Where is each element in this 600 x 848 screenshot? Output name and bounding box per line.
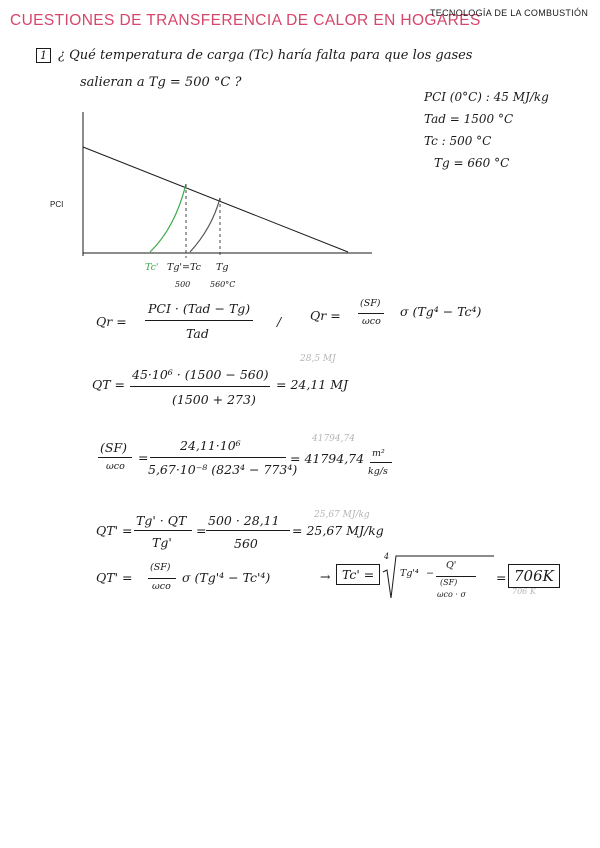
calc1-lhs: QT = xyxy=(92,377,126,392)
final-root-den-a: (SF) xyxy=(440,578,458,587)
subject-header: TECNOLOGÍA DE LA COMBUSTIÓN xyxy=(430,8,589,18)
given-tg: Tg = 660 °C xyxy=(434,156,510,170)
graph-label-tg: Tg xyxy=(216,262,229,273)
eq-qr-denominator: Tad xyxy=(186,326,209,341)
qp-rhs-denominator: 560 xyxy=(234,536,258,551)
eq-qr-separator: / xyxy=(277,314,282,329)
calc1-result: = 24,11 MJ xyxy=(276,377,349,392)
qp-equals: = xyxy=(196,523,207,538)
graph-label-560: 560°C xyxy=(210,280,236,289)
sf-equals: = xyxy=(138,450,149,465)
question-line-1: ¿ Qué temperatura de carga (Tc) haría falta para que los gases xyxy=(58,48,473,63)
final-root-fraction-line xyxy=(436,576,476,577)
sf-rhs-numerator: 24,11·10⁶ xyxy=(180,438,241,453)
graph-label-tc-prime: Tc' xyxy=(145,262,159,273)
final-tc: Tc' xyxy=(342,567,360,582)
final-arrow: → xyxy=(320,569,331,584)
final-root-den-b: ωco · σ xyxy=(437,590,466,599)
sf-faint-note: 41794,74 xyxy=(312,434,355,444)
eq-qr-lhs: Qr = xyxy=(96,314,127,329)
eq-qr2-frac-num: (SF) xyxy=(360,298,381,309)
eq-qr2-rhs: σ (Tg⁴ − Tc⁴) xyxy=(400,304,482,319)
final-root-minus: − xyxy=(426,568,434,579)
calc1-faint-note: 28,5 MJ xyxy=(300,354,336,364)
graph-label-tg-tc: Tg'=Tc xyxy=(167,262,201,273)
sf-unit-den: kg/s xyxy=(368,466,388,477)
final-result-equals: = xyxy=(496,570,507,585)
page-title: CUESTIONES DE TRANSFERENCIA DE CALOR EN HOGARES xyxy=(10,12,481,29)
final-eq: = xyxy=(363,567,375,582)
final-root-a: Tg'⁴ xyxy=(400,568,419,579)
eq-qr2-lhs: Qr = xyxy=(310,308,341,323)
eq-qr-numerator: PCI · (Tad − Tg) xyxy=(148,301,251,316)
final-middle: σ (Tg'⁴ − Tc'⁴) xyxy=(182,570,271,585)
qp-lhs: QT' = xyxy=(96,523,133,538)
final-root-num: Q' xyxy=(446,560,457,571)
sf-lhs-num: (SF) xyxy=(100,440,127,455)
final-lhs: QT' = xyxy=(96,570,133,585)
qp-rhs-numerator: 500 · 28,11 xyxy=(208,513,280,528)
final-result: 706K xyxy=(514,567,554,585)
qp-numerator: Tg' · QT xyxy=(136,513,187,528)
calc1-denominator: (1500 + 273) xyxy=(172,392,256,407)
question-line-2: salieran a Tg = 500 °C ? xyxy=(80,75,242,90)
given-pci: PCI (0°C) : 45 MJ/kg xyxy=(424,90,549,104)
final-result-box xyxy=(508,564,560,588)
calc1-numerator: 45·10⁶ · (1500 − 560) xyxy=(132,367,269,382)
graph-y-label: PCI xyxy=(50,200,64,209)
qp-result: = 25,67 MJ/kg xyxy=(292,523,384,538)
final-root-index: 4 xyxy=(384,552,390,561)
sf-unit-num: m² xyxy=(372,448,385,459)
qp-denominator: Tg' xyxy=(152,535,172,550)
given-tad: Tad = 1500 °C xyxy=(424,112,514,126)
final-frac-den: ωco xyxy=(152,581,171,592)
final-result-small: 706 K xyxy=(512,587,536,596)
eq-qr2-frac-den: ωco xyxy=(362,316,381,327)
qp-faint-note: 25,67 MJ/kg xyxy=(314,510,370,520)
sf-result: = 41794,74 xyxy=(290,451,365,466)
sf-rhs-denominator: 5,67·10⁻⁸ (823⁴ − 773⁴) xyxy=(148,462,298,477)
sf-lhs-den: ωco xyxy=(106,461,125,472)
question-number: 1 xyxy=(36,48,51,63)
graph-label-500: 500 xyxy=(175,280,191,289)
final-frac-num: (SF) xyxy=(150,562,171,573)
given-tc: Tc : 500 °C xyxy=(424,134,492,148)
